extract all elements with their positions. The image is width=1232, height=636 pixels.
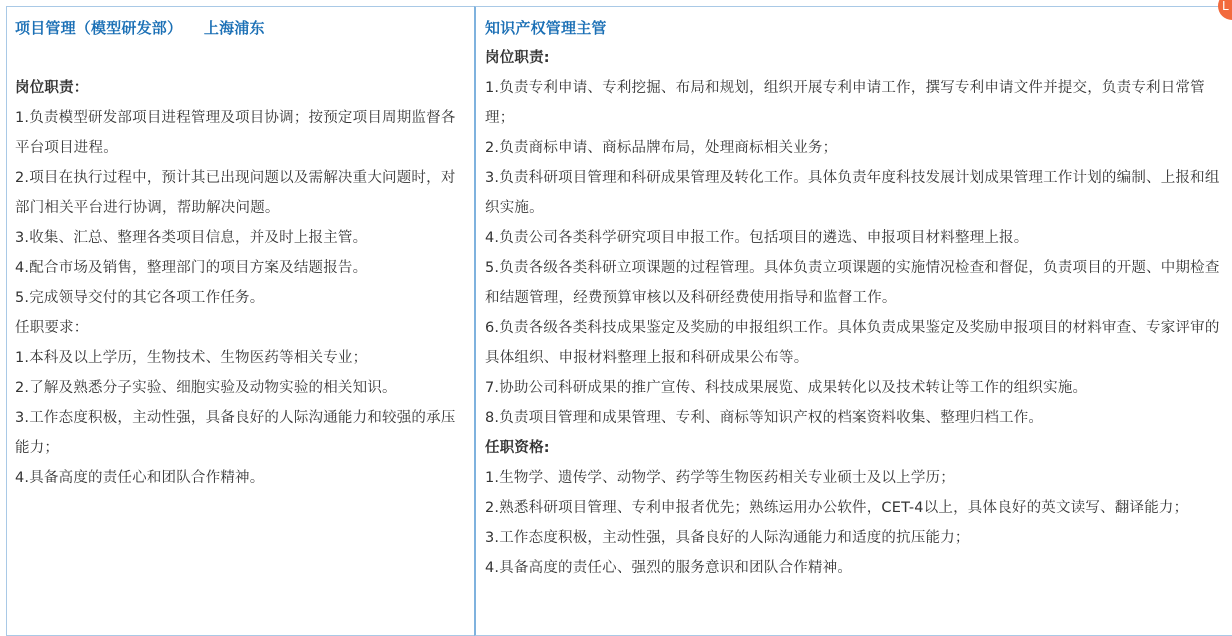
duties-heading: 岗位职责： bbox=[15, 80, 89, 96]
job-title: 知识产权管理主管 bbox=[485, 19, 607, 37]
job-title: 项目管理（模型研发部） 上海浦东 bbox=[15, 19, 265, 37]
duty-item: 1.负责模型研发部项目进程管理及项目协调；按预定项目周期监督各平台项目进程。 bbox=[15, 110, 456, 156]
requirement-item: 4.具备高度的责任心、强烈的服务意识和团队合作精神。 bbox=[485, 560, 853, 576]
duty-item: 1.负责专利申请、专利挖掘、布局和规划，组织开展专利申请工作，撰写专利申请文件并提交，负责专利日常管理； bbox=[485, 80, 1205, 126]
job-column-ip-manager bbox=[474, 6, 1232, 636]
duties-heading: 岗位职责: bbox=[485, 50, 550, 66]
duties-list bbox=[15, 103, 466, 313]
duty-item: 8.负责项目管理和成果管理、专利、商标等知识产权的档案资料收集、整理归档工作。 bbox=[485, 410, 1044, 426]
duty-item: 7.协助公司科研成果的推广宣传、科技成果展览、成果转化以及技术转让等工作的组织实施。 bbox=[485, 380, 1088, 396]
duty-item: 4.配合市场及销售，整理部门的项目方案及结题报告。 bbox=[15, 260, 368, 276]
duty-item: 4.负责公司各类科学研究项目申报工作。包括项目的遴选、申报项目材料整理上报。 bbox=[485, 230, 1029, 246]
job-table bbox=[6, 6, 1232, 636]
notification-badge[interactable]: L bbox=[1218, 0, 1232, 20]
duty-item: 2.项目在执行过程中，预计其已出现问题以及需解决重大问题时，对部门相关平台进行协调，帮助解决问题。 bbox=[15, 170, 456, 216]
requirement-item: 3.工作态度积极，主动性强，具备良好的人际沟通能力和较强的承压能力； bbox=[15, 410, 456, 456]
requirements-heading: 任职资格: bbox=[485, 440, 550, 456]
requirements-list bbox=[485, 463, 1232, 583]
duty-item: 2.负责商标申请、商标品牌布局，处理商标相关业务； bbox=[485, 140, 838, 156]
job-column-project-manager bbox=[6, 6, 474, 636]
requirements-list bbox=[15, 343, 466, 493]
requirement-item: 4.具备高度的责任心和团队合作精神。 bbox=[15, 470, 265, 486]
spacer bbox=[15, 43, 466, 73]
duty-item: 5.完成领导交付的其它各项工作任务。 bbox=[15, 290, 265, 306]
requirement-item: 2.熟悉科研项目管理、专利申报者优先；熟练运用办公软件，CET-4以上，具体良好的英文读写、翻译能力； bbox=[485, 500, 1189, 516]
requirement-item: 1.生物学、遗传学、动物学、药学等生物医药相关专业硕士及以上学历； bbox=[485, 470, 955, 486]
duty-item: 3.负责科研项目管理和科研成果管理及转化工作。具体负责年度科技发展计划成果管理工作计划的编制、上报和组织实施。 bbox=[485, 170, 1220, 216]
duties-list bbox=[485, 73, 1232, 433]
requirement-item: 3.工作态度积极，主动性强，具备良好的人际沟通能力和适度的抗压能力； bbox=[485, 530, 970, 546]
requirement-item: 1.本科及以上学历，生物技术、生物医药等相关专业； bbox=[15, 350, 368, 366]
requirements-heading: 任职要求： bbox=[15, 320, 89, 336]
requirement-item: 2.了解及熟悉分子实验、细胞实验及动物实验的相关知识。 bbox=[15, 380, 397, 396]
duty-item: 3.收集、汇总、整理各类项目信息，并及时上报主管。 bbox=[15, 230, 368, 246]
duty-item: 6.负责各级各类科技成果鉴定及奖励的申报组织工作。具体负责成果鉴定及奖励申报项目的材料审查、专家评审的具体组织、申报材料整理上报和科研成果公布等。 bbox=[485, 320, 1220, 366]
duty-item: 5.负责各级各类科研立项课题的过程管理。具体负责立项课题的实施情况检查和督促，负责项目的开题、中期检查和结题管理，经费预算审核以及科研经费使用指导和监督工作。 bbox=[485, 260, 1220, 306]
